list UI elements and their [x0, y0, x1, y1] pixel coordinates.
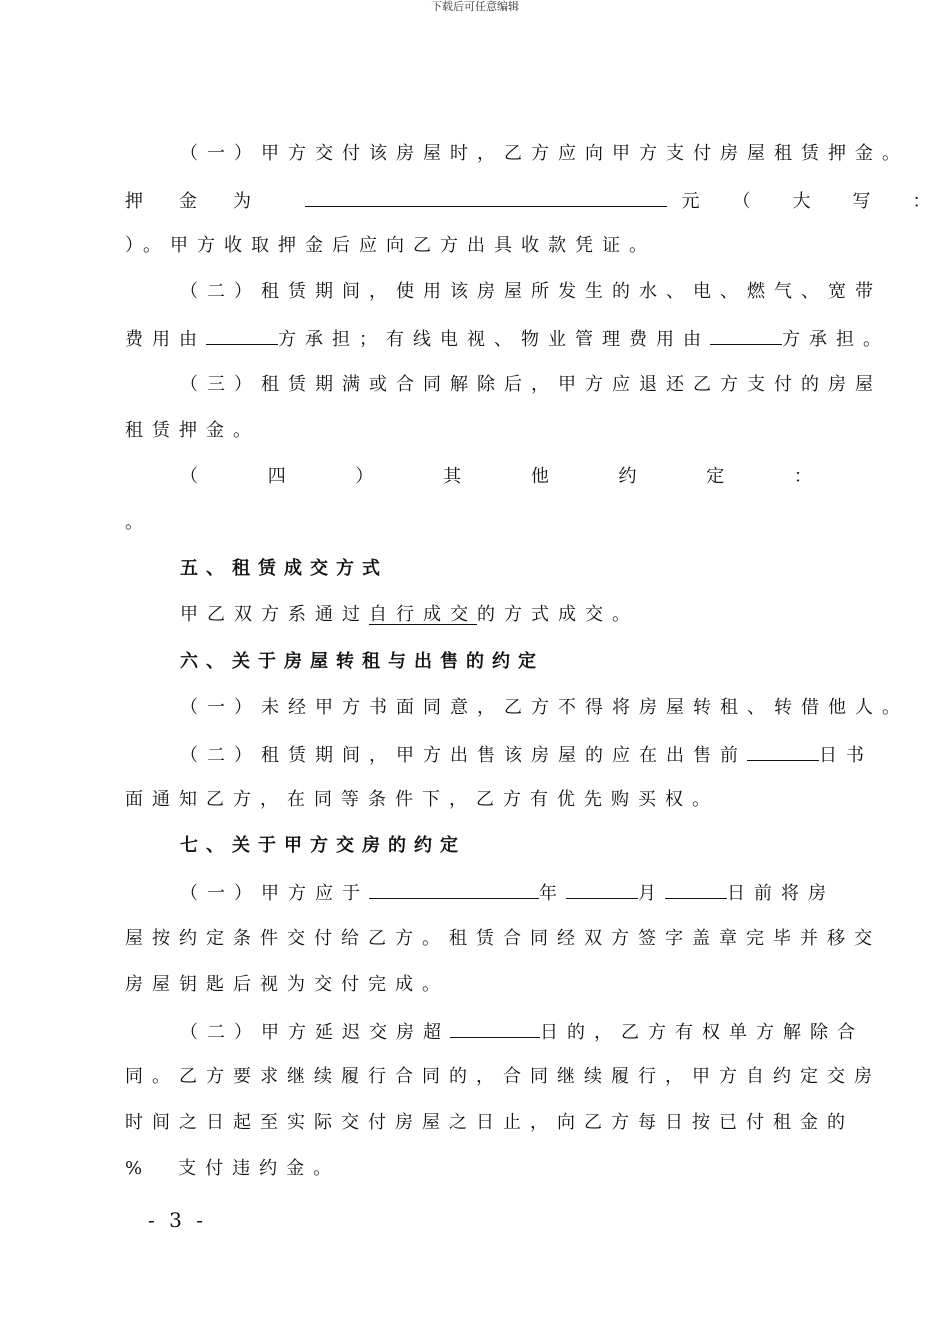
delay-days-blank	[450, 1020, 540, 1038]
clause-sale-1	[180, 743, 873, 767]
other-char: ：	[793, 466, 812, 487]
clause-fees-2	[125, 327, 890, 351]
clause-deposit-3: ）。甲方收取押金后应向乙方出具收款凭证。	[125, 235, 656, 256]
transaction-method: 自行成交	[369, 604, 477, 625]
clause-other-end: 。	[125, 512, 152, 533]
deposit-amount-blank	[305, 189, 667, 207]
clause-delay-3: 时间之日起至实际交付房屋之日止，向乙方每日按已付租金的	[125, 1112, 854, 1133]
page-header: 下载后可任意编辑	[431, 0, 519, 13]
section-heading-6: 六、关于房屋转租与出售的约定	[180, 651, 544, 672]
delivery-year-label: 年	[539, 883, 566, 904]
clause-delivery-2: 屋按约定条件交付给乙方。租赁合同经双方签字盖章完毕并移交	[125, 928, 881, 949]
clause-other	[180, 466, 812, 488]
section-heading-5: 五、租赁成交方式	[180, 558, 388, 579]
other-char: 其	[443, 466, 462, 487]
page-number: - 3 -	[148, 1208, 207, 1232]
delay-text-b: 日的，乙方有权单方解除合	[540, 1022, 864, 1043]
delay-text-a: （二）甲方延迟交房超	[180, 1022, 450, 1043]
other-char: （	[180, 466, 198, 487]
clause-sale-2: 面通知乙方，在同等条件下，乙方有优先购买权。	[125, 789, 719, 810]
sale-days-blank	[747, 743, 819, 761]
section-heading-7: 七、关于甲方交房的约定	[180, 835, 466, 856]
clause-delay-4: % 支付违约金。	[125, 1158, 341, 1179]
delivery-day-blank	[665, 881, 727, 899]
delivery-text-b: 日前将房	[727, 883, 835, 904]
clause-refund-1: （三）租赁期满或合同解除后，甲方应退还乙方支付的房屋	[180, 374, 882, 395]
fees-party-blank-2	[710, 327, 782, 345]
clause-delivery-1	[180, 881, 840, 905]
clause-refund-2: 租赁押金。	[125, 420, 260, 441]
delivery-month-blank	[566, 881, 638, 899]
clause-sublet: （一）未经甲方书面同意，乙方不得将房屋转租、转借他人。	[180, 697, 909, 718]
sale-text-b: 日书	[819, 745, 873, 766]
other-char: 他	[530, 466, 549, 487]
delivery-text-a: （一）甲方应于	[180, 883, 369, 904]
clause-transaction	[180, 604, 840, 626]
other-char: ）	[355, 466, 374, 487]
fees-text-a: 费用由	[125, 329, 206, 350]
deposit-uppercase-label: 元 （ 大 写 ：	[681, 191, 943, 212]
delivery-month-label: 月	[638, 883, 665, 904]
delivery-year-blank	[369, 881, 539, 899]
clause-fees-1: （二）租赁期间，使用该房屋所发生的水、电、燃气、宽带	[180, 281, 882, 302]
other-char: 定	[706, 466, 725, 487]
clause-delay-1	[180, 1020, 864, 1044]
sale-text-a: （二）租赁期间，甲方出售该房屋的应在出售前	[180, 745, 747, 766]
deposit-label: 押 金 为	[125, 191, 260, 212]
other-char: 约	[618, 466, 637, 487]
other-char: 四	[267, 466, 286, 487]
transaction-text-a: 甲乙双方系通过	[180, 604, 369, 625]
clause-deposit-2	[125, 189, 943, 213]
clause-delay-2: 同。乙方要求继续履行合同的，合同继续履行，甲方自约定交房	[125, 1066, 881, 1087]
fees-text-c: 方承担。	[782, 329, 890, 350]
fees-text-b: 方承担；有线电视、物业管理费用由	[278, 329, 710, 350]
clause-delivery-3: 房屋钥匙后视为交付完成。	[125, 974, 449, 995]
fees-party-blank-1	[206, 327, 278, 345]
clause-deposit-1: （一）甲方交付该房屋时，乙方应向甲方支付房屋租赁押金。	[180, 143, 909, 164]
transaction-text-b: 的方式成交。	[477, 604, 639, 625]
